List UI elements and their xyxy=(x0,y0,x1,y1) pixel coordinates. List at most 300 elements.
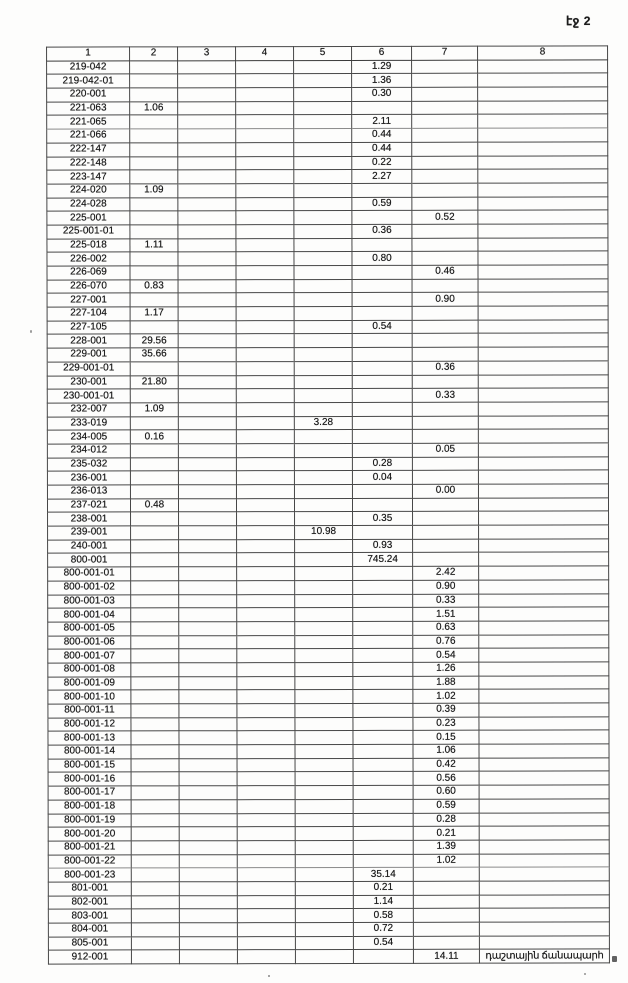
table-cell xyxy=(237,608,295,622)
table-cell: 0.00 xyxy=(412,484,478,498)
table-cell: 0.05 xyxy=(412,443,478,457)
table-cell xyxy=(295,539,353,553)
table-cell xyxy=(236,266,294,280)
row-code: 228-001 xyxy=(47,334,130,348)
table-cell xyxy=(479,662,609,676)
row-code: 229-001-01 xyxy=(47,362,130,376)
table-cell xyxy=(479,703,609,717)
table-cell xyxy=(294,142,352,156)
table-cell xyxy=(237,676,295,690)
table-cell xyxy=(478,210,608,224)
table-cell xyxy=(178,444,236,458)
table-cell xyxy=(179,635,237,649)
table-row xyxy=(47,415,608,430)
table-cell xyxy=(179,758,237,772)
column-header: 3 xyxy=(178,47,236,61)
table-cell xyxy=(130,61,178,75)
table-row xyxy=(47,196,608,211)
table-cell xyxy=(295,922,353,936)
table-cell xyxy=(478,484,608,498)
table-cell xyxy=(178,115,236,129)
row-code: 229-001 xyxy=(47,348,130,362)
row-code: 227-105 xyxy=(47,321,130,335)
table-cell xyxy=(479,717,609,731)
table-cell: 1.36 xyxy=(352,74,412,88)
table-cell xyxy=(479,730,609,744)
table-cell xyxy=(353,621,413,635)
row-code: 800-001-05 xyxy=(48,622,131,636)
table-cell: 1.06 xyxy=(130,102,178,116)
table-row xyxy=(48,607,609,622)
table-cell xyxy=(479,580,609,594)
column-header: 5 xyxy=(294,46,352,60)
table-cell xyxy=(178,60,236,74)
table-cell xyxy=(237,786,295,800)
row-code: 224-020 xyxy=(47,184,130,198)
column-header: 7 xyxy=(412,46,478,60)
table-cell xyxy=(130,444,178,458)
table-cell xyxy=(131,936,179,950)
table-cell xyxy=(294,238,352,252)
table-cell xyxy=(178,430,236,444)
table-cell xyxy=(294,471,352,485)
table-cell xyxy=(479,826,609,840)
row-code: 226-002 xyxy=(47,252,130,266)
table-cell xyxy=(237,580,295,594)
table-cell xyxy=(295,717,353,731)
table-row xyxy=(47,347,608,362)
row-code: 800-001-08 xyxy=(48,663,131,677)
table-cell xyxy=(237,717,295,731)
table-cell xyxy=(352,416,412,430)
table-cell xyxy=(131,567,179,581)
table-cell xyxy=(178,389,236,403)
table-cell xyxy=(479,758,609,772)
table-row xyxy=(47,183,608,198)
table-cell xyxy=(237,799,295,813)
table-cell xyxy=(236,279,294,293)
table-cell xyxy=(412,279,478,293)
row-code: 222-147 xyxy=(47,143,130,157)
table-cell xyxy=(294,211,352,225)
table-cell xyxy=(352,306,412,320)
table-cell xyxy=(237,840,295,854)
table-cell xyxy=(178,279,236,293)
table-cell xyxy=(179,676,237,690)
table-cell xyxy=(294,197,352,211)
table-cell xyxy=(237,868,295,882)
table-cell xyxy=(295,895,353,909)
table-cell xyxy=(236,320,294,334)
table-cell xyxy=(294,115,352,129)
table-cell xyxy=(412,306,478,320)
table-cell xyxy=(479,593,609,607)
table-cell xyxy=(178,170,236,184)
table-cell xyxy=(131,718,179,732)
table-cell xyxy=(479,785,609,799)
table-cell: 0.58 xyxy=(353,909,413,923)
column-header: 6 xyxy=(352,46,412,60)
row-code: 800-001-22 xyxy=(48,854,131,868)
table-cell xyxy=(294,170,352,184)
table-cell xyxy=(353,731,413,745)
table-row xyxy=(47,87,608,102)
table-cell xyxy=(412,320,478,334)
table-row xyxy=(48,922,609,937)
table-cell: 0.36 xyxy=(352,224,412,238)
table-cell: 0.90 xyxy=(412,293,478,307)
column-header: 8 xyxy=(478,46,608,60)
table-cell xyxy=(294,348,352,362)
table-cell xyxy=(179,526,237,540)
table-cell xyxy=(294,361,352,375)
table-cell xyxy=(353,772,413,786)
table-cell xyxy=(413,553,479,567)
table-cell xyxy=(479,853,609,867)
table-row xyxy=(47,429,608,444)
table-cell: 0.83 xyxy=(130,280,178,294)
table-cell xyxy=(178,320,236,334)
table-cell xyxy=(295,690,353,704)
table-row xyxy=(47,292,608,307)
table-row xyxy=(48,717,609,732)
row-code: 800-001-10 xyxy=(48,690,131,704)
table-cell xyxy=(294,88,352,102)
table-cell xyxy=(294,279,352,293)
table-row xyxy=(47,457,608,472)
row-code: 227-001 xyxy=(47,293,130,307)
table-cell: 0.42 xyxy=(413,758,479,772)
table-cell xyxy=(131,540,179,554)
table-cell xyxy=(179,539,237,553)
table-cell: 1.26 xyxy=(413,662,479,676)
table-row xyxy=(47,155,608,170)
table-cell xyxy=(353,649,413,663)
table-cell xyxy=(237,553,295,567)
table-cell xyxy=(130,115,178,129)
table-cell xyxy=(236,307,294,321)
table-cell xyxy=(236,375,294,389)
table-cell: 0.80 xyxy=(352,252,412,266)
table-cell xyxy=(236,430,294,444)
table-cell xyxy=(295,676,353,690)
table-cell xyxy=(179,923,237,937)
table-cell xyxy=(236,183,294,197)
table-row xyxy=(47,374,608,389)
table-cell: 14.11 xyxy=(413,950,479,964)
table-cell xyxy=(478,101,608,115)
table-cell xyxy=(412,251,478,265)
table-cell xyxy=(352,183,412,197)
table-cell xyxy=(295,594,353,608)
table-cell xyxy=(237,813,295,827)
table-cell xyxy=(179,704,237,718)
table-cell xyxy=(353,676,413,690)
row-code: 239-001 xyxy=(48,526,131,540)
table-cell: 0.59 xyxy=(413,799,479,813)
row-code: 800-001-16 xyxy=(48,772,131,786)
page-number: էջ 2 xyxy=(566,14,591,28)
table-cell xyxy=(412,429,478,443)
table-row xyxy=(48,949,609,964)
table-cell xyxy=(237,621,295,635)
table-cell: 2.11 xyxy=(352,115,412,129)
table-cell xyxy=(179,772,237,786)
table-cell xyxy=(295,567,353,581)
table-cell xyxy=(178,252,236,266)
table-cell xyxy=(236,485,294,499)
table-row xyxy=(48,799,609,814)
table-cell xyxy=(478,429,608,443)
table-cell xyxy=(179,868,237,882)
table-cell xyxy=(413,922,479,936)
table-cell xyxy=(412,470,478,484)
table-cell xyxy=(178,225,236,239)
row-code: 240-001 xyxy=(48,540,131,554)
table-cell xyxy=(412,74,478,88)
table-cell xyxy=(352,279,412,293)
table-cell xyxy=(294,252,352,266)
table-cell xyxy=(179,813,237,827)
table-cell xyxy=(178,184,236,198)
table-cell xyxy=(294,307,352,321)
table-cell xyxy=(178,293,236,307)
table-cell xyxy=(179,786,237,800)
table-cell xyxy=(178,457,236,471)
table-cell xyxy=(131,526,179,540)
table-cell xyxy=(478,196,608,210)
table-cell xyxy=(130,362,178,376)
table-cell: 21.80 xyxy=(130,375,178,389)
table-cell xyxy=(178,416,236,430)
table-cell xyxy=(412,169,478,183)
table-cell xyxy=(353,525,413,539)
table-row xyxy=(47,498,608,513)
table-cell xyxy=(237,594,295,608)
table-row xyxy=(48,539,609,554)
table-cell xyxy=(131,923,179,937)
table-cell: 0.21 xyxy=(413,826,479,840)
table-cell xyxy=(236,444,294,458)
table-cell xyxy=(295,950,353,964)
row-code: 800-001-12 xyxy=(48,718,131,732)
table-cell xyxy=(236,156,294,170)
table-cell xyxy=(478,374,608,388)
table-cell xyxy=(479,566,609,580)
table-cell: 35.14 xyxy=(353,868,413,882)
table-cell xyxy=(130,156,178,170)
table-cell xyxy=(130,321,178,335)
row-code: 230-001 xyxy=(47,375,130,389)
scan-speck xyxy=(30,330,32,333)
table-cell xyxy=(412,197,478,211)
table-cell xyxy=(237,854,295,868)
table-cell xyxy=(131,594,179,608)
table-cell xyxy=(131,882,179,896)
table-cell xyxy=(236,238,294,252)
table-cell xyxy=(479,689,609,703)
table-row xyxy=(48,511,609,526)
table-cell xyxy=(294,265,352,279)
table-cell xyxy=(295,512,353,526)
table-cell xyxy=(131,581,179,595)
table-cell xyxy=(352,101,412,115)
table-cell xyxy=(478,361,608,375)
table-cell xyxy=(478,292,608,306)
table-cell: 0.76 xyxy=(413,635,479,649)
table-cell xyxy=(412,457,478,471)
table-cell xyxy=(178,101,236,115)
row-code: 800-001-23 xyxy=(48,868,131,882)
table-cell xyxy=(131,690,179,704)
table-cell xyxy=(479,881,609,895)
row-code: 226-069 xyxy=(47,266,130,280)
table-cell xyxy=(178,211,236,225)
table-cell xyxy=(179,512,237,526)
table-cell xyxy=(130,170,178,184)
table-cell xyxy=(479,908,609,922)
table-cell xyxy=(179,690,237,704)
table-cell xyxy=(236,74,294,88)
table-cell xyxy=(179,895,237,909)
table-row xyxy=(47,128,608,143)
row-code: 800-001-14 xyxy=(48,745,131,759)
table-cell xyxy=(294,183,352,197)
row-code: 800-001-06 xyxy=(48,635,131,649)
table-cell xyxy=(131,745,179,759)
table-cell: 0.23 xyxy=(413,717,479,731)
row-code: 220-001 xyxy=(47,88,130,102)
table-cell xyxy=(353,580,413,594)
table-cell: 0.54 xyxy=(352,320,412,334)
table-cell xyxy=(179,936,237,950)
table-cell xyxy=(479,676,609,690)
table-row xyxy=(47,388,608,403)
table-cell xyxy=(131,854,179,868)
row-code: 224-028 xyxy=(47,197,130,211)
table-cell xyxy=(353,703,413,717)
table-cell xyxy=(478,415,608,429)
row-code: 804-001 xyxy=(48,923,131,937)
table-cell xyxy=(130,197,178,211)
table-cell: 0.21 xyxy=(353,881,413,895)
table-cell xyxy=(353,608,413,622)
table-cell xyxy=(294,320,352,334)
table-cell xyxy=(178,143,236,157)
table-cell xyxy=(178,129,236,143)
table-cell xyxy=(478,238,608,252)
scan-speck xyxy=(584,973,586,975)
table-cell xyxy=(131,731,179,745)
row-code: 226-070 xyxy=(47,280,130,294)
table-cell xyxy=(412,238,478,252)
column-header: 4 xyxy=(236,47,294,61)
table-row xyxy=(48,758,609,773)
table-row xyxy=(48,662,609,677)
table-cell xyxy=(478,60,608,74)
table-cell xyxy=(352,402,412,416)
table-cell xyxy=(479,539,609,553)
table-cell xyxy=(236,142,294,156)
table-cell: 1.39 xyxy=(413,840,479,854)
table-cell xyxy=(295,621,353,635)
table-row xyxy=(47,333,608,348)
table-cell: 35.66 xyxy=(130,348,178,362)
table-cell xyxy=(237,567,295,581)
table-cell: 0.56 xyxy=(413,772,479,786)
table-cell xyxy=(294,129,352,143)
table-cell xyxy=(295,813,353,827)
table-cell xyxy=(353,690,413,704)
table-row xyxy=(48,525,609,540)
table-cell xyxy=(237,539,295,553)
table-cell xyxy=(352,361,412,375)
table-cell xyxy=(479,936,609,950)
table-row xyxy=(47,169,608,184)
table-cell xyxy=(236,225,294,239)
table-cell xyxy=(179,608,237,622)
table-row xyxy=(47,224,608,239)
table-cell: 0.33 xyxy=(412,388,478,402)
table-cell: 29.56 xyxy=(130,334,178,348)
table-cell: դաշտային ճանապարհ xyxy=(479,949,609,963)
table-row xyxy=(47,60,608,75)
table-cell xyxy=(412,224,478,238)
table-cell xyxy=(237,758,295,772)
table-cell xyxy=(237,772,295,786)
table-cell xyxy=(478,128,608,142)
table-cell: 0.46 xyxy=(412,265,478,279)
table-cell xyxy=(131,704,179,718)
table-cell xyxy=(178,362,236,376)
table-cell xyxy=(236,60,294,74)
table-cell xyxy=(237,690,295,704)
table-cell xyxy=(236,416,294,430)
table-cell: 1.02 xyxy=(413,854,479,868)
table-row xyxy=(48,895,609,910)
table-cell xyxy=(236,211,294,225)
table-cell xyxy=(178,197,236,211)
table-cell xyxy=(130,389,178,403)
table-cell xyxy=(236,88,294,102)
table-cell xyxy=(353,758,413,772)
table-row xyxy=(47,402,608,417)
table-cell xyxy=(478,457,608,471)
table-cell xyxy=(352,430,412,444)
table-cell xyxy=(352,347,412,361)
table-row xyxy=(47,142,608,157)
table-cell xyxy=(178,485,236,499)
table-row xyxy=(47,265,608,280)
table-cell xyxy=(179,841,237,855)
table-cell: 0.30 xyxy=(352,87,412,101)
table-cell xyxy=(295,786,353,800)
row-code: 234-012 xyxy=(47,444,130,458)
table-cell xyxy=(130,266,178,280)
table-cell: 1.06 xyxy=(413,744,479,758)
table-cell xyxy=(130,74,178,88)
table-cell xyxy=(479,744,609,758)
table-cell xyxy=(179,594,237,608)
table-cell xyxy=(295,608,353,622)
row-code: 801-001 xyxy=(48,882,131,896)
table-cell xyxy=(478,402,608,416)
table-cell xyxy=(352,238,412,252)
row-code: 800-001-02 xyxy=(48,581,131,595)
table-cell xyxy=(413,525,479,539)
table-row xyxy=(48,785,609,800)
table-row xyxy=(48,566,609,581)
